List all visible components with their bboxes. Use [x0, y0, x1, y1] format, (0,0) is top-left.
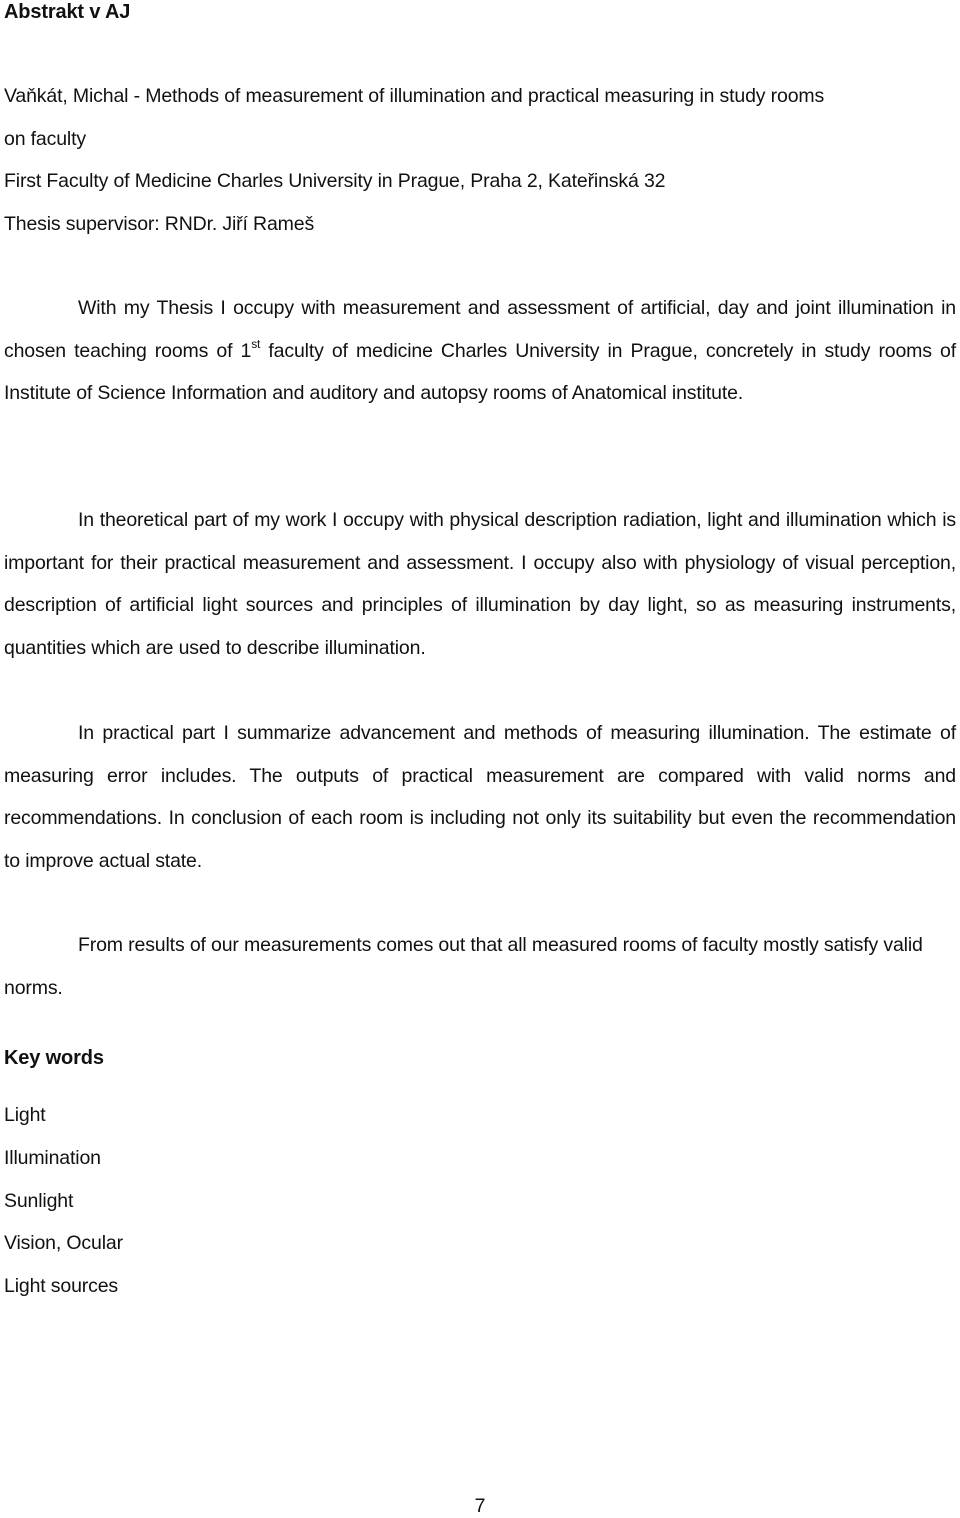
abstract-paragraph-3: In practical part I summarize advancement and methods of measuring illumination. The estimate of measuring error includes. The outputs of practical measurement are compared with valid norms and recommendations. In conclusion of each room is including not only its suitability but even the recommendation to improve actual state.: [4, 722, 956, 872]
header-line-faculty: First Faculty of Medicine Charles University in Prague, Praha 2, Kateřinská 32: [4, 170, 666, 192]
paragraph-1-text-continued: faculty of medicine Charles University in Prague, concretely in study rooms of Institute of Science Information and auditory and autopsy rooms of Anatomical institute.: [4, 339, 956, 405]
header-line-supervisor: Thesis supervisor: RNDr. Jiří Rameš: [4, 213, 315, 235]
abstract-paragraph-4: From results of our measurements comes out that all measured rooms of faculty mostly satisfy valid norms.: [4, 934, 923, 999]
ordinal-superscript: st: [251, 336, 261, 351]
abstract-paragraph-2: In theoretical part of my work I occupy with physical description radiation, light and illumination which is important for their practical measurement and assessment. I occupy also with physiology of visual perception, description of artificial light sources and principles of illumination by day light, so as measuring instruments, quantities which are used to describe illumination.: [4, 509, 956, 659]
abstract-paragraph-1: [4, 287, 956, 415]
header-line-author-title: Vaňkát, Michal - Methods of measurement of illumination and practical measuring in study rooms: [4, 85, 825, 107]
keyword-item: Light: [4, 1104, 46, 1126]
page-title: Abstrakt v AJ: [4, 1, 131, 23]
keywords-heading: Key words: [4, 1047, 104, 1069]
keyword-item: Light sources: [4, 1275, 119, 1297]
keyword-item: Illumination: [4, 1147, 101, 1169]
header-line-title-continued: on faculty: [4, 128, 86, 150]
paragraph-1-text: With my Thesis I occupy with measurement and assessment of artificial, day and joint illumination in chosen teaching rooms of 1: [4, 297, 956, 362]
keyword-item: Vision, Ocular: [4, 1232, 123, 1254]
page-number: 7: [474, 1495, 486, 1517]
keyword-item: Sunlight: [4, 1190, 74, 1212]
